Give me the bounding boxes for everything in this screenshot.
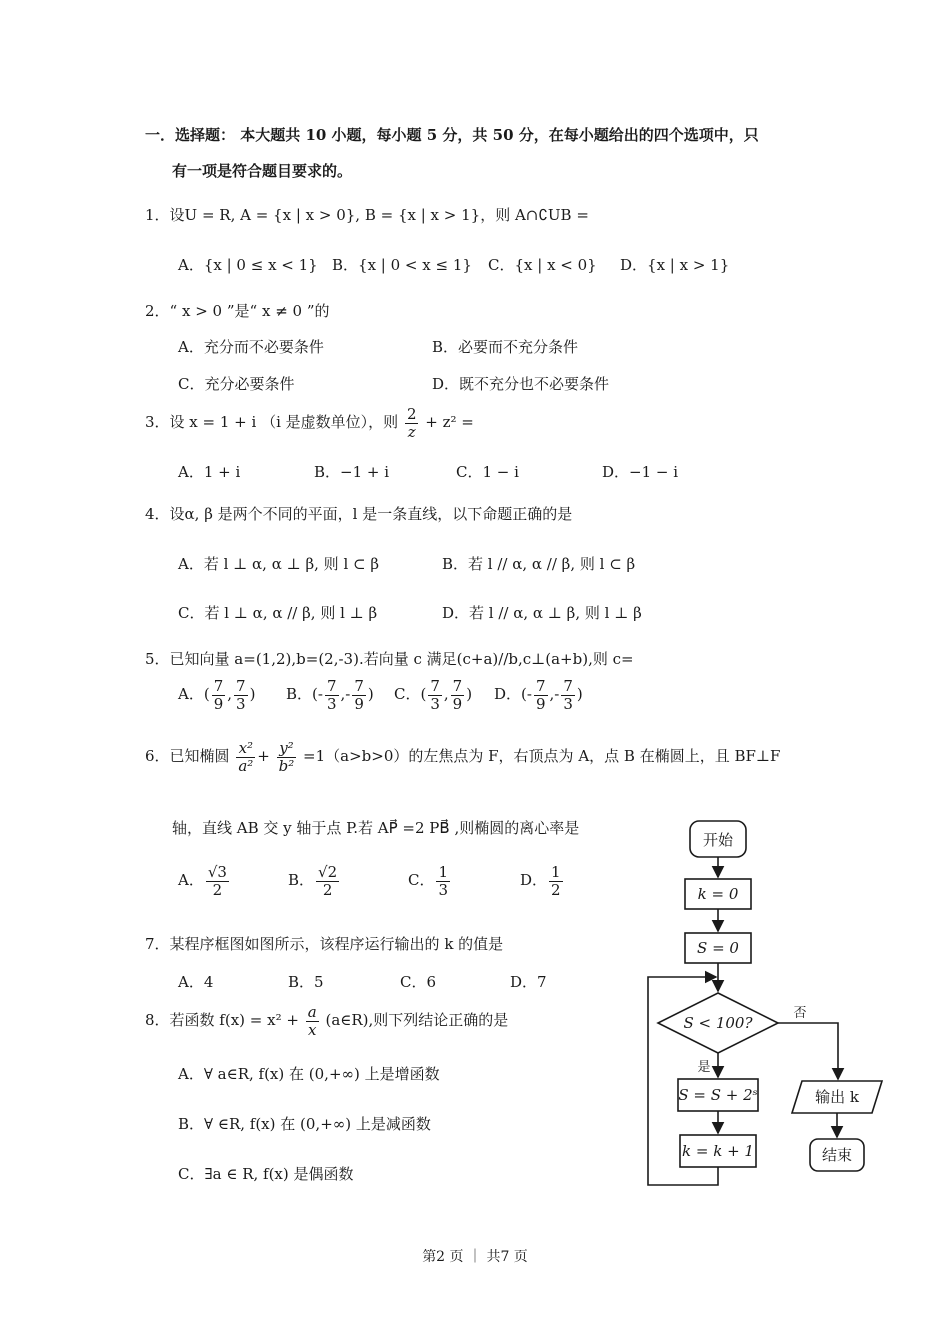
q5-sign2: -	[554, 685, 560, 703]
q4-option-c: C．若 l ⊥ α, α // β, 则 l ⊥ β	[178, 604, 378, 622]
q5-frac-den: 9	[535, 694, 546, 713]
q5-frac-num: 7	[452, 677, 463, 695]
q6-option-c	[408, 864, 452, 898]
q7-option-a: A．4	[178, 973, 214, 991]
q5-comma: ,	[227, 685, 233, 703]
q6-c-frac	[436, 864, 450, 898]
fc-update-s-text: S = S + 2ˢ	[678, 1086, 758, 1104]
q5-frac	[561, 678, 575, 712]
q5-stem: 5．已知向量 a=(1,2),b=(2,-3).若向量 c 满足(c+a)//b,c⊥(a+b),则 c=	[145, 650, 634, 668]
flowchart	[640, 815, 900, 1195]
q7-option-b: B．5	[288, 973, 324, 991]
q6-d-num: 1	[551, 863, 561, 881]
q6-frac-x	[236, 740, 255, 774]
q3-frac-num: 2	[406, 405, 417, 423]
q5-frac-num: 7	[236, 677, 246, 695]
q7-option-d: D．7	[510, 973, 547, 991]
q5-option-a	[178, 678, 255, 712]
fc-start-text: 开始	[702, 831, 734, 849]
q6-b-den: 2	[322, 880, 333, 899]
q3-option-d: D．−1 − i	[602, 463, 679, 481]
q5-frac-den: 9	[213, 694, 224, 713]
q8-option-a: A．∀ a∈R, f(x) 在 (0,+∞) 上是增函数	[178, 1065, 440, 1083]
q5-close: )	[367, 685, 374, 703]
q5-frac	[534, 678, 548, 712]
q6-b-label: B．	[288, 871, 315, 889]
q3-fraction	[405, 406, 419, 440]
q5-frac	[212, 678, 226, 712]
q6-option-a	[178, 864, 231, 898]
q6-option-b	[288, 864, 341, 898]
q3-stem-pre: 3．设 x = 1 + i （i 是虚数单位），则	[145, 413, 399, 431]
fc-end-text: 结束	[821, 1146, 853, 1164]
q5-option-label: D．(-	[494, 685, 532, 703]
q4-option-d: D．若 l // α, α ⊥ β, 则 l ⊥ β	[442, 604, 642, 622]
q5-frac-den: 3	[563, 694, 573, 713]
q5-frac-den: 3	[326, 694, 337, 713]
q6-stem-pre: 6．已知椭圆	[145, 747, 230, 765]
q8-option-b: B．∀ ∈R, f(x) 在 (0,+∞) 上是减函数	[178, 1115, 431, 1133]
q6-a-frac	[206, 864, 229, 898]
fc-output-text: 输出 k	[815, 1088, 859, 1106]
q6-fx-num: x²	[236, 740, 255, 758]
q8-stem-pre: 8．若函数 f(x) = x² +	[145, 1011, 299, 1029]
q6-c-num: 1	[438, 863, 449, 881]
q6-fy-den: b²	[278, 756, 295, 775]
q8-stem	[145, 1004, 508, 1038]
section-heading-line2: 有一项是符合题目要求的。	[172, 162, 353, 180]
q5-option-d	[494, 678, 583, 712]
q5-comma: ,	[549, 685, 555, 703]
q4-stem: 4．设α, β 是两个不同的平面，l 是一条直线，以下命题正确的是	[145, 505, 573, 523]
q5-frac	[451, 678, 465, 712]
q2-option-d: D．既不充分也不必要条件	[432, 375, 610, 393]
q5-comma: ,	[340, 685, 346, 703]
q6-d-den: 2	[551, 880, 561, 899]
fc-cond-text: S < 100?	[683, 1014, 753, 1032]
q6-frac-y	[277, 740, 297, 774]
q6-a-label: A．	[178, 871, 204, 889]
q6-a-num: √3	[207, 863, 227, 881]
fc-no-label: 否	[793, 1006, 807, 1021]
q6-fy-num: y²	[277, 740, 297, 758]
q3-stem-post: + z² =	[425, 413, 474, 431]
q5-frac-num: 7	[430, 677, 440, 695]
q5-sign2: -	[345, 685, 351, 703]
q6-option-d	[520, 864, 565, 898]
q8-frac-num: a	[307, 1003, 317, 1021]
section-heading-line1: 一．选择题： 本大题共 10 小题，每小题 5 分，共 50 分，在每小题给出的四个选项中，只	[145, 126, 759, 144]
q6-d-frac	[549, 864, 563, 898]
q1-option-a: A．{x | 0 ≤ x < 1}	[178, 256, 318, 274]
q6-c-label: C．	[408, 871, 435, 889]
q8-stem-post: (a∈R),则下列结论正确的是	[325, 1011, 509, 1029]
fc-update-k-text: k = k + 1	[682, 1142, 754, 1160]
fc-k0-text: k = 0	[697, 885, 739, 903]
q2-stem: 2．“ x > 0 ”是“ x ≠ 0 ”的	[145, 302, 330, 320]
q1-option-c: C．{x | x < 0}	[488, 256, 597, 274]
q5-frac	[325, 678, 339, 712]
q5-option-label: C．(	[394, 685, 427, 703]
q1-option-d: D．{x | x > 1}	[620, 256, 730, 274]
q2-option-a: A．充分而不必要条件	[178, 338, 324, 356]
q3-stem	[145, 406, 474, 440]
q5-frac-den: 9	[354, 694, 364, 713]
q5-frac-num: 7	[354, 677, 364, 695]
q5-close: )	[466, 685, 473, 703]
q6-line2: 轴，直线 AB 交 y 轴于点 P.若 AP⃗ =2 PB⃗ ,则椭圆的离心率是	[172, 819, 580, 837]
q6-stem-post: =1（a>b>0）的左焦点为 F，右顶点为 A，点 B 在椭圆上，且 BF⊥F	[303, 747, 781, 765]
fc-s0-text: S = 0	[697, 939, 739, 957]
q4-option-b: B．若 l // α, α // β, 则 l ⊂ β	[442, 555, 636, 573]
fc-yes-label: 是	[697, 1060, 711, 1075]
q5-frac-num: 7	[213, 677, 224, 695]
q6-b-num: √2	[318, 863, 338, 881]
q6-b-frac	[316, 864, 339, 898]
q3-option-c: C．1 − i	[456, 463, 519, 481]
q1-stem: 1．设U = R, A = {x | x > 0}, B = {x | x > 1}，则 A∩∁UB =	[145, 206, 589, 224]
q6-a-den: 2	[212, 880, 223, 899]
q6-fx-den: a²	[238, 756, 254, 775]
q5-comma: ,	[443, 685, 449, 703]
q5-frac	[428, 678, 442, 712]
q5-option-b	[286, 678, 374, 712]
q2-option-b: B．必要而不充分条件	[432, 338, 579, 356]
q6-d-label: D．	[520, 871, 548, 889]
q6-stem: 6．已知椭圆 $\frac{\text{x²}}{\text{a²}}$ + $\frac{\text{y²}}{\text{b²}}$ =1（a>b>0）的左焦点为 F，右顶点为 A，点 B 在椭圆上，且 BF⊥F	[145, 739, 781, 775]
q5-close: )	[249, 685, 256, 703]
q5-option-label: A．(	[178, 685, 210, 703]
page-footer: 第2 页 ｜ 共7 页	[422, 1249, 528, 1265]
q3-option-b: B．−1 + i	[314, 463, 390, 481]
q5-close: )	[576, 685, 583, 703]
q3-option-a: A．1 + i	[178, 463, 241, 481]
q1-option-b: B．{x | 0 < x ≤ 1}	[332, 256, 472, 274]
q8-frac-den: x	[307, 1020, 317, 1039]
q8-option-c: C．∃a ∈ R, f(x) 是偶函数	[178, 1165, 354, 1183]
q5-frac-den: 3	[236, 694, 246, 713]
q2-option-c: C．充分必要条件	[178, 375, 295, 393]
q5-frac-den: 3	[430, 694, 440, 713]
q7-option-c: C．6	[400, 973, 437, 991]
q5-frac	[234, 678, 248, 712]
q5-option-c	[394, 678, 472, 712]
q5-option-label: B．(-	[286, 685, 323, 703]
q7-stem: 7．某程序框图如图所示，该程序运行输出的 k 的值是	[145, 935, 504, 953]
q8-fraction	[306, 1004, 319, 1038]
q6-c-den: 3	[438, 880, 449, 899]
q5-frac	[352, 678, 366, 712]
q4-option-a: A．若 l ⊥ α, α ⊥ β, 则 l ⊂ β	[178, 555, 380, 573]
q5-frac-den: 9	[452, 694, 463, 713]
q5-frac-num: 7	[326, 677, 337, 695]
q3-frac-den: z	[407, 422, 416, 441]
q5-frac-num: 7	[535, 677, 546, 695]
q5-frac-num: 7	[563, 677, 573, 695]
